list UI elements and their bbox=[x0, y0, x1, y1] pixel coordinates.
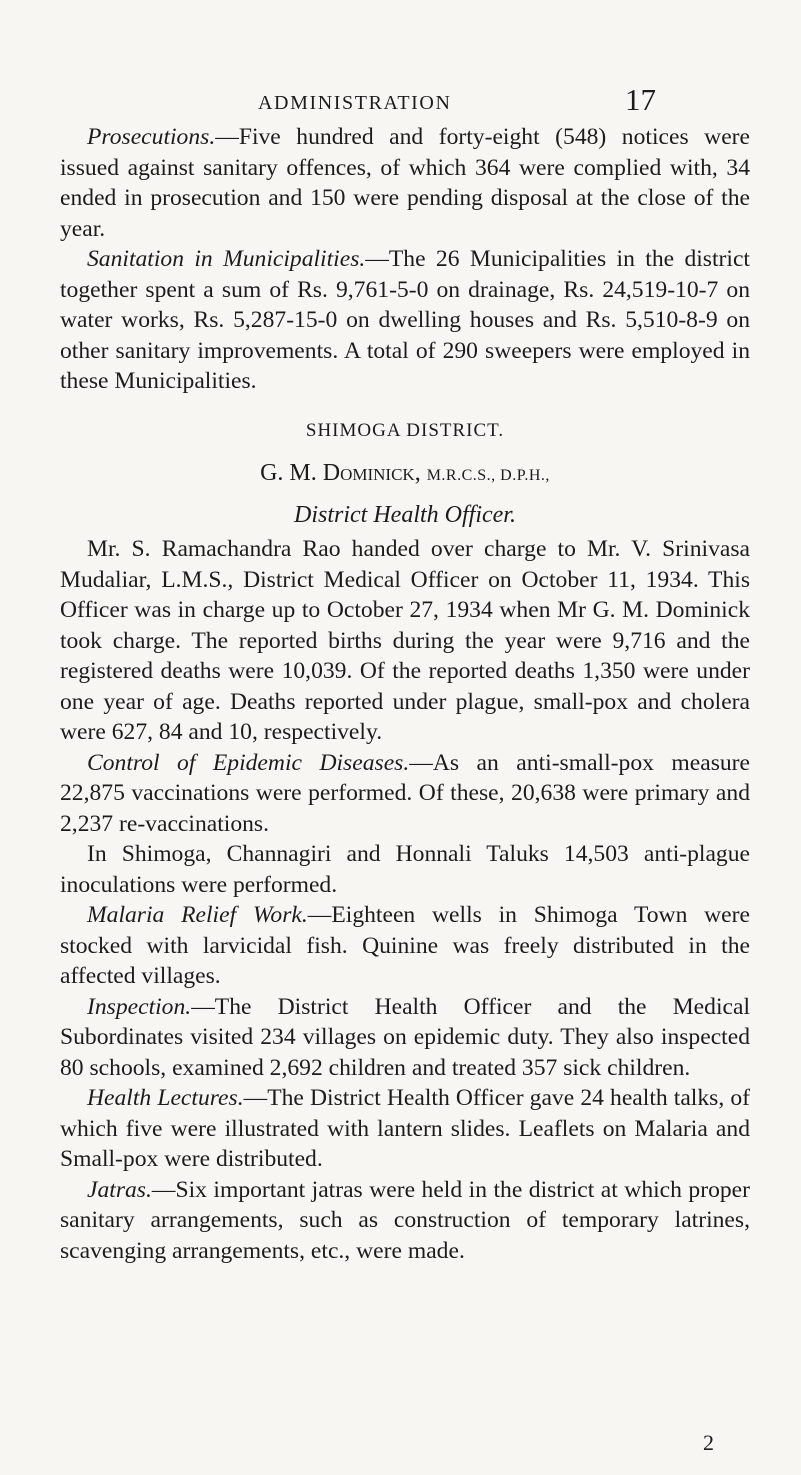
paragraph-text: —The 26 Municipalities in the district together spent a sum of Rs. 9,761-5-0 on drainage, Rs. 24,519-10-7 on water works, Rs. 5,287-15-0 on dwelling houses and Rs. 5,510-8-9 on other sanitary improvements. A total of 290 sweepers were employed in these Municipalities. bbox=[60, 246, 750, 394]
author-initials: G. M. bbox=[260, 460, 317, 486]
paragraph-intro bbox=[60, 534, 750, 748]
signature-mark: 2 bbox=[703, 1430, 714, 1455]
paragraph-text: —Five hundred and forty-eight (548) notices were issued against sanitary offences, of which 364 were complied with, 34 ended in prosecution and 150 were pending disposal at the close of the year. bbox=[60, 124, 750, 242]
paragraph-plague bbox=[60, 839, 750, 900]
author-line bbox=[60, 458, 750, 492]
paragraph-heading: Prosecutions. bbox=[87, 124, 216, 150]
paragraph-heading: Jatras. bbox=[87, 1176, 152, 1203]
paragraph-malaria bbox=[60, 900, 750, 992]
author-role: District Health Officer. bbox=[294, 501, 516, 528]
section-title: SHIMOGA DISTRICT. bbox=[305, 419, 505, 441]
paragraph-heading: Inspection. bbox=[87, 993, 192, 1020]
paragraph-prosecutions bbox=[60, 122, 750, 244]
paragraph-jatras bbox=[60, 1175, 750, 1267]
paragraph-sanitation bbox=[60, 244, 750, 397]
paragraph-text: —As an anti-small-pox measure 22,875 vaccinations were performed. Of these, 20,638 were primary and 2,237 re-vaccinations. bbox=[60, 749, 751, 837]
running-title: ADMINISTRATION bbox=[258, 92, 452, 114]
paragraph-text: —The District Health Officer gave 24 health talks, of which five were illustrated with lantern slides. Leaflets on Malaria and Small-pox were distributed. bbox=[60, 1085, 751, 1172]
paragraph-heading: Sanitation in Municipalities. bbox=[87, 246, 366, 272]
paragraph-epidemic bbox=[60, 748, 750, 840]
paragraph-text: —Six important jatras were held in the district at which proper sanitary arrangements, such as construction of temporary latrines, scavenging arrangements, etc., were made. bbox=[60, 1176, 750, 1264]
paragraph-heading: Control of Epidemic Diseases. bbox=[87, 749, 410, 776]
paragraph-inspection bbox=[60, 992, 750, 1084]
author-degrees: M.R.C.S., D.P.H., bbox=[426, 467, 550, 484]
paragraph-text: In Shimoga, Channagiri and Honnali Taluks 14,503 anti-plague inoculations were performed. bbox=[60, 841, 750, 898]
paragraph-lectures bbox=[60, 1083, 750, 1175]
paragraph-heading: Health Lectures. bbox=[87, 1085, 244, 1111]
paragraph-heading: Malaria Relief Work. bbox=[87, 902, 308, 928]
page-body bbox=[60, 122, 750, 1266]
paragraph-text: Mr. S. Ramachandra Rao handed over charge to Mr. V. Srinivasa Mudaliar, L.M.S., District Medical Officer on October 11, 1934. This Officer was in charge up to October 27, 1934 when Mr G. M. Dominick took charge. The reported births during the year were 9,716 and the registered deaths were 10,039. Of the reported deaths 1,350 were under one year of age. Deaths reported under plague, small-pox and cholera were 627, 84 and 10, respectively. bbox=[60, 536, 750, 745]
paragraph-text: —The District Health Officer and the Medical Subordinates visited 234 villages on epidemic duty. They also inspected 80 schools, examined 2,692 children and treated 357 sick children. bbox=[60, 993, 750, 1081]
author-surname: Dominick, bbox=[322, 460, 421, 486]
paragraph-text: —Eighteen wells in Shimoga Town were stocked with larvicidal fish. Quinine was freely distributed in the affected villages. bbox=[60, 902, 750, 989]
page-number: 17 bbox=[625, 82, 656, 117]
